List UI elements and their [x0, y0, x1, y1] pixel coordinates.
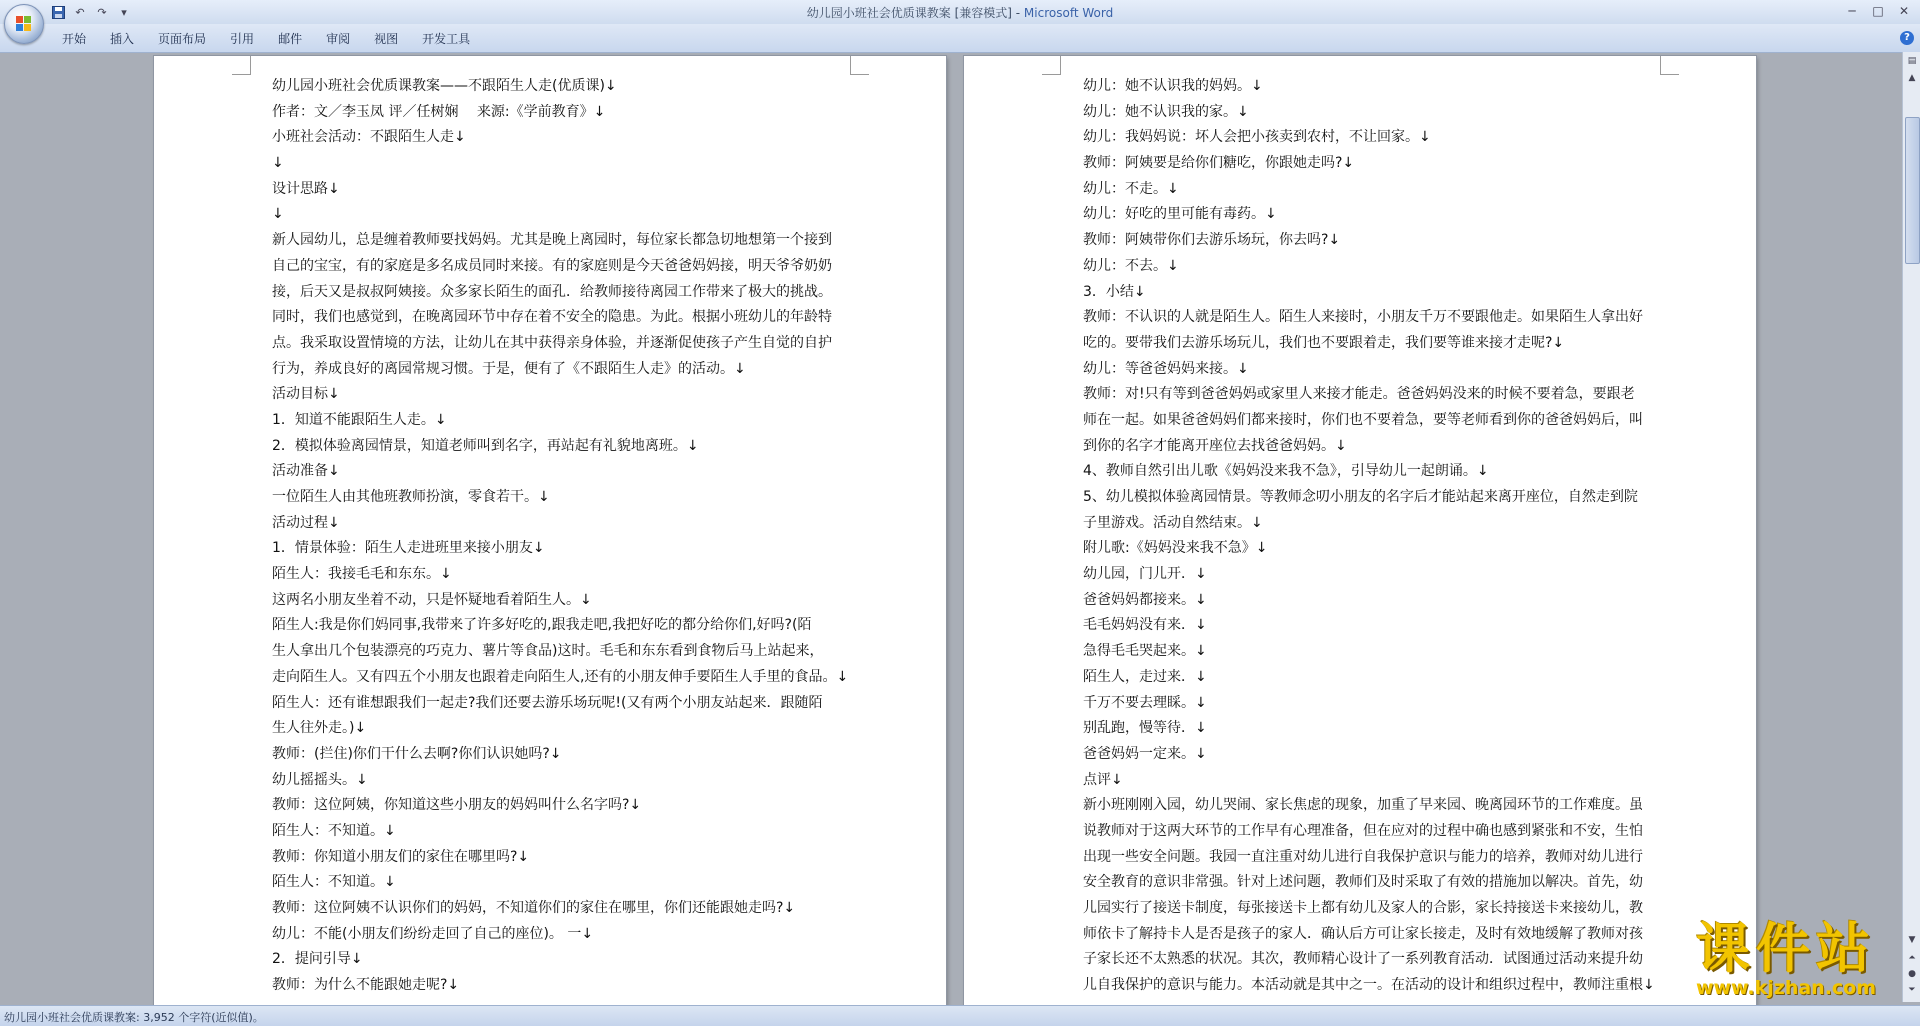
scroll-up-icon[interactable]: ▲	[1908, 73, 1916, 83]
text-line: 教师：对!只有等到爸爸妈妈或家里人来接才能走。爸爸妈妈没来的时候不要着急，要跟老	[1083, 386, 1635, 403]
text-line: 同时，我们也感觉到，在晚离园环节中存在着不安全的隐患。为此。根据小班幼儿的年龄特	[272, 309, 832, 326]
help-icon[interactable]: ?	[1900, 31, 1914, 45]
page-text-right[interactable]	[1083, 74, 1655, 999]
scroll-down-icon[interactable]: ▼	[1908, 935, 1916, 945]
document-title: 幼儿园小班社会优质课教案 [兼容模式] -	[806, 6, 1024, 20]
text-line: 走向陌生人。又有四五个小朋友也跟着走向陌生人,还有的小朋友伸手要陌生人手里的食品。↓	[272, 668, 849, 685]
text-line: 幼儿：我妈妈说：坏人会把小孩卖到农村，不让回家。↓	[1083, 129, 1431, 146]
text-line: 吃的。要带我们去游乐场玩儿，我们也不要跟着走，我们要等谁来接才走呢?↓	[1083, 334, 1565, 351]
tab-references[interactable]: 引用	[230, 32, 255, 46]
text-line: 毛毛妈妈没有来．↓	[1083, 617, 1207, 634]
text-line: 幼儿：她不认识我的妈妈。↓	[1083, 78, 1263, 94]
text-line: 师在一起。如果爸爸妈妈们都来接时，你们也不要着急，要等老师看到你的爸爸妈妈后，叫	[1083, 411, 1643, 428]
text-line: 幼儿园，门儿开．↓	[1083, 566, 1207, 583]
minimize-icon[interactable]: ─	[1848, 3, 1856, 18]
text-line: 教师：(拦住)你们干什么去啊?你们认识她吗?↓	[272, 745, 562, 762]
text-line: 生人往外走。)↓	[272, 720, 367, 737]
text-line: 3．小结↓	[1083, 283, 1146, 300]
text-line: 子里游戏。活动自然结束。↓	[1083, 514, 1263, 531]
text-line: 接，后天又是叔叔阿姨接。众多家长陌生的面孔．给教师接待离园工作带来了极大的挑战。	[272, 283, 832, 300]
text-line: 爸爸妈妈一定来。↓	[1083, 745, 1207, 762]
text-line: 子家长还不太熟悉的状况。其次，教师精心设计了一系列教育活动．试图通过活动来提升幼	[1083, 951, 1643, 968]
text-line: 作者：文／李玉凤 评／任树娴 来源:《学前教育》↓	[272, 103, 606, 120]
text-line: 4、教师自然引出儿歌《妈妈没来我不急》，引导幼儿一起朗诵。↓	[1083, 463, 1489, 480]
text-line: 生人拿出几个包装漂亮的巧克力、薯片等食品)这时。毛毛和东东看到食物后马上站起来，	[272, 643, 824, 660]
ruler-toggle-icon[interactable]: ▤	[1907, 56, 1917, 66]
text-line: 点评↓	[1083, 771, 1123, 788]
tab-mailings[interactable]: 邮件	[278, 32, 303, 46]
text-line: 陌生人：不知道。↓	[272, 874, 396, 891]
tab-developer[interactable]: 开发工具	[422, 32, 471, 46]
text-line: 儿自我保护的意识与能力。本活动就是其中之一。在活动的设计和组织过程中，教师注重根↓	[1083, 977, 1655, 994]
text-line: 5、幼儿模拟体验离园情景。等教师念叨小朋友的名字后才能站起来离开座位，自然走到院	[1083, 489, 1638, 505]
text-line: 1．情景体验：陌生人走进班里来接小朋友↓	[272, 540, 545, 557]
undo-icon[interactable]: ↶	[75, 5, 85, 19]
close-icon[interactable]: ✕	[1898, 3, 1910, 18]
vertical-scrollbar[interactable]	[1902, 52, 1920, 1002]
text-line: 自己的宝宝，有的家庭是多名成员同时来接。有的家庭则是今天爸爸妈妈接，明天爷爷奶奶	[272, 257, 832, 274]
text-line: 陌生人：我接毛毛和东东。↓	[272, 566, 452, 583]
app-name: Microsoft Word	[1023, 6, 1114, 20]
text-line: 幼儿园小班社会优质课教案——不跟陌生人走(优质课)↓	[272, 78, 617, 94]
text-line: 教师：这位阿姨，你知道这些小朋友的妈妈叫什么名字吗?↓	[272, 797, 642, 814]
text-line: 活动准备↓	[272, 463, 340, 480]
text-line: 设计思路↓	[272, 180, 340, 197]
chevron-down-icon[interactable]: ▾	[121, 5, 127, 19]
text-line: 到你的名字才能离开座位去找爸爸妈妈。↓	[1083, 437, 1347, 454]
text-line: 陌生人，走过来．↓	[1083, 668, 1207, 685]
text-line: 师依卡了解持卡人是否是孩子的家人．确认后方可让家长接走，及时有效地缓解了教师对孩	[1083, 925, 1643, 942]
text-line: 点。我采取设置情境的方法，让幼儿在其中获得亲身体验，并逐渐促使孩子产生自觉的自护	[272, 334, 832, 351]
text-line: 急得毛毛哭起来。↓	[1083, 643, 1207, 660]
text-line: 行为，养成良好的离园常规习惯。于是，便有了《不跟陌生人走》的活动。↓	[272, 360, 746, 377]
browse-object-icon[interactable]: ●	[1908, 969, 1916, 979]
tab-view[interactable]: 视图	[374, 32, 399, 46]
ribbon	[0, 24, 1920, 53]
text-line: 幼儿：她不认识我的家。↓	[1083, 103, 1249, 120]
text-line: 儿园实行了接送卡制度，每张接送卡上都有幼儿及家人的合影，家长持接送卡来接幼儿，教	[1083, 900, 1643, 916]
text-line: ↓	[272, 206, 284, 223]
text-line: 新人园幼儿，总是缠着教师要找妈妈。尤其是晚上离园时，每位家长都急切地想第一个接到	[272, 232, 832, 249]
window-controls	[1840, 1, 1916, 20]
watermark-title: 课件站	[1696, 916, 1876, 980]
text-line: 幼儿：好吃的里可能有毒药。↓	[1083, 206, 1277, 223]
text-line: 一位陌生人由其他班教师扮演，零食若干。↓	[272, 489, 550, 505]
tab-home[interactable]: 开始	[62, 32, 87, 46]
text-line: 活动目标↓	[272, 386, 340, 403]
text-line: 2．提问引导↓	[272, 951, 363, 968]
text-line: 教师：阿姨要是给你们糖吃，你跟她走吗?↓	[1083, 155, 1355, 172]
ribbon-tabs	[50, 28, 482, 50]
text-line: 安全教育的意识非常强。针对上述问题，教师们及时采取了有效的措施加以解决。首先，幼	[1083, 874, 1643, 891]
text-line: 幼儿：不走。↓	[1083, 180, 1179, 197]
text-line: 别乱跑，慢等待．↓	[1083, 720, 1207, 737]
text-line: 1．知道不能跟陌生人走。↓	[272, 411, 447, 428]
text-line: 教师：阿姨带你们去游乐场玩，你去吗?↓	[1083, 232, 1341, 249]
margin-mark	[1660, 56, 1679, 75]
next-page-icon[interactable]: ⏷	[1908, 985, 1916, 995]
tab-review[interactable]: 审阅	[326, 32, 351, 46]
title-bar	[0, 0, 1920, 25]
watermark-url: www.kjzhan.com	[1695, 977, 1877, 999]
text-line: 附儿歌:《妈妈没来我不急》↓	[1083, 540, 1268, 557]
document-page-left[interactable]	[154, 56, 946, 1006]
redo-icon[interactable]: ↷	[97, 5, 107, 19]
tab-page-layout[interactable]: 页面布局	[158, 32, 207, 46]
text-line: 千万不要去理睬。↓	[1083, 694, 1207, 711]
office-logo-icon	[16, 16, 32, 32]
text-line: 说教师对于这两大环节的工作早有心理准备，但在应对的过程中确也感到紧张和不安，生怕	[1083, 822, 1643, 839]
text-line: 陌生人：还有谁想跟我们一起走?我们还要去游乐场玩呢!(又有两个小朋友站起来．跟随陌	[272, 694, 823, 711]
text-line: 陌生人：不知道。↓	[272, 822, 396, 839]
status-bar	[0, 1005, 1920, 1026]
scrollbar-thumb[interactable]	[1905, 117, 1920, 264]
text-line: 2．模拟体验离园情景，知道老师叫到名字，再站起有礼貌地离班。↓	[272, 437, 699, 454]
document-page-right[interactable]	[964, 56, 1756, 1006]
text-line: 出现一些安全问题。我园一直注重对幼儿进行自我保护意识与能力的培养，教师对幼儿进行	[1083, 848, 1643, 865]
page-text-left[interactable]	[272, 74, 849, 999]
word-count-status[interactable]: 幼儿园小班社会优质课教案: 3,952 个字符(近似值)。	[4, 1011, 264, 1024]
office-button[interactable]	[4, 4, 44, 44]
text-line: ↓	[272, 155, 284, 172]
watermark-logo	[1672, 918, 1900, 998]
previous-page-icon[interactable]: ⏶	[1908, 953, 1916, 963]
margin-mark	[232, 56, 251, 75]
text-line: 教师：你知道小朋友们的家住在哪里吗?↓	[272, 848, 530, 865]
text-line: 教师：不认识的人就是陌生人。陌生人来接时，小朋友千万不要跟他走。如果陌生人拿出好	[1083, 309, 1643, 326]
text-line: 幼儿：不能(小朋友们纷纷走回了自己的座位)。 一↓	[272, 925, 594, 942]
text-line: 教师：这位阿姨不认识你们的妈妈，不知道你们的家住在哪里，你们还能跟她走吗?↓	[272, 900, 796, 916]
tab-insert[interactable]: 插入	[110, 32, 135, 46]
maximize-icon[interactable]: □	[1872, 3, 1884, 18]
margin-mark	[850, 56, 869, 75]
text-line: 陌生人:我是你们妈同事,我带来了许多好吃的,跟我走吧,我把好吃的都分给你们,好吗?(陌	[272, 617, 812, 634]
text-line: 小班社会活动：不跟陌生人走↓	[272, 129, 466, 146]
margin-mark	[1042, 56, 1061, 75]
window-title	[0, 4, 1920, 21]
text-line: 幼儿摇摇头。↓	[272, 771, 368, 788]
text-line: 教师：为什么不能跟她走呢?↓	[272, 977, 460, 994]
text-line: 活动过程↓	[272, 514, 340, 531]
text-line: 幼儿：等爸爸妈妈来接。↓	[1083, 360, 1249, 377]
text-line: 幼儿：不去。↓	[1083, 257, 1179, 274]
text-line: 爸爸妈妈都接来。↓	[1083, 591, 1207, 608]
text-line: 新小班刚刚入园，幼儿哭闹、家长焦虑的现象，加重了早来园、晚离园环节的工作难度。虽	[1083, 797, 1643, 814]
text-line: 这两名小朋友坐着不动，只是怀疑地看着陌生人。↓	[272, 591, 592, 608]
